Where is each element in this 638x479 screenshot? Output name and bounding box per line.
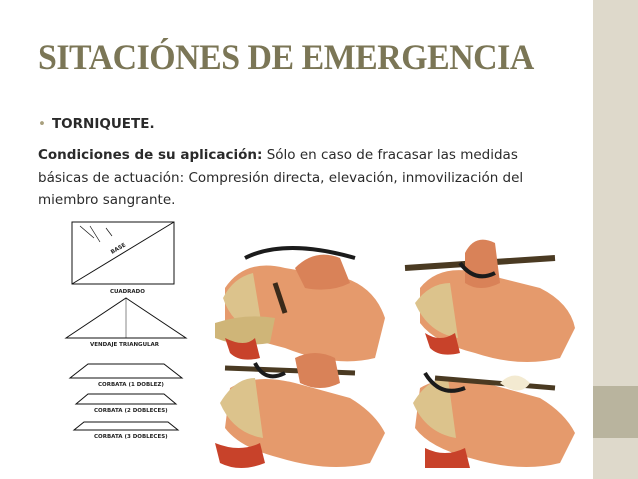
- slide-title: SITACIÓNES DE EMERGENCIA: [38, 37, 534, 77]
- diagram-label-cravat-1: CORBATA (1 DOBLEZ): [98, 382, 164, 388]
- diagram-label-cravat-2: CORBATA (2 DOBLECES): [94, 408, 168, 414]
- bandage-diagram: [60, 218, 195, 444]
- tourniquet-step-4-image: [413, 373, 575, 468]
- bullet-icon: •: [38, 116, 46, 132]
- bullet-item: [38, 116, 155, 132]
- body-text: Sólo en caso de fracasar las medidas básicas de actuación: Compresión directa, elevación, inmovilización del miembro sangrante.: [38, 147, 524, 208]
- diagram-label-square: CUADRADO: [110, 289, 145, 295]
- body-paragraph: [38, 144, 558, 212]
- base-label: BASE: [110, 242, 128, 256]
- sidebar-accent-block: [593, 386, 638, 438]
- tourniquet-step-2-image: [405, 240, 575, 362]
- diagram-label-triangle: VENDAJE TRIANGULAR: [90, 342, 160, 348]
- cravat-one-fold-shape: [70, 364, 182, 378]
- cravat-two-fold-shape: [76, 394, 176, 404]
- tourniquet-step-3-image: [215, 353, 385, 468]
- tourniquet-illustrations: [215, 228, 595, 468]
- tourniquet-step-1-image: [215, 248, 385, 361]
- body-label: Condiciones de su aplicación:: [38, 147, 263, 163]
- square-diagonal: [72, 222, 174, 284]
- cravat-three-fold-shape: [74, 422, 178, 430]
- bullet-text: TORNIQUETE.: [51, 116, 155, 132]
- diagram-label-cravat-3: CORBATA (3 DOBLECES): [94, 434, 168, 440]
